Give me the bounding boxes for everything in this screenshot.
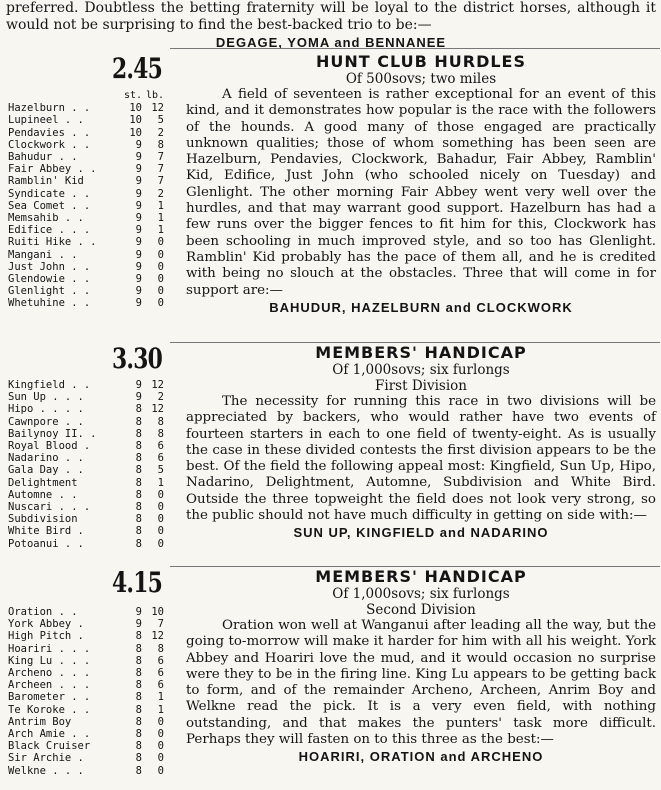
horse-st: 8 — [135, 752, 142, 765]
weight-row — [8, 716, 168, 728]
horse-name: Kingfield . . — [8, 379, 91, 391]
horse-lb: 0 — [157, 513, 164, 526]
horse-lb: 0 — [157, 260, 164, 273]
horse-st: 9 — [135, 199, 142, 212]
weight-row — [8, 691, 168, 703]
horse-name: Subdivision — [8, 513, 78, 526]
horse-lb: 1 — [157, 199, 164, 212]
horse-name: Automne . . — [8, 488, 78, 501]
horse-st: 9 — [135, 212, 142, 225]
horse-lb: 0 — [157, 248, 164, 261]
weight-row — [8, 403, 168, 415]
race-division: First Division — [375, 378, 467, 394]
horse-st: 8 — [135, 728, 142, 741]
horse-st: 8 — [135, 654, 142, 667]
horse-lb: 12 — [151, 102, 164, 115]
horse-st: 9 — [135, 248, 142, 261]
horse-name: Hoariri . . . — [8, 642, 91, 655]
horse-lb: 12 — [151, 630, 164, 643]
horse-lb: 0 — [157, 525, 164, 538]
horse-name: Potoanui . . — [8, 537, 84, 550]
horse-name: Sir Archie . — [8, 752, 84, 765]
weight-row — [8, 464, 168, 476]
race-time: 2.45 — [112, 52, 163, 85]
horse-name: Clockwork . . — [8, 138, 91, 151]
horse-st: 8 — [135, 537, 142, 550]
horse-name: Hazelburn . . — [8, 102, 91, 115]
horse-name: Just John . . — [8, 260, 91, 273]
horse-lb: 8 — [157, 427, 164, 440]
horse-st: 9 — [135, 187, 142, 200]
weights-list — [8, 606, 168, 777]
horse-name: Bailynoy II. . — [8, 427, 97, 440]
horse-lb: 0 — [157, 297, 164, 310]
horse-lb: 10 — [151, 606, 164, 618]
horse-lb: 8 — [157, 642, 164, 655]
weight-row — [8, 200, 168, 212]
weight-row — [8, 297, 168, 309]
horse-lb: 0 — [157, 728, 164, 741]
weight-row — [8, 391, 168, 403]
horse-name: Welkne . . . — [8, 764, 84, 777]
race-title: MEMBERS' HANDICAP — [315, 567, 527, 586]
horse-st: 8 — [135, 525, 142, 538]
horse-name: Syndicate . . — [8, 187, 91, 200]
horse-lb: 7 — [157, 163, 164, 176]
horse-name: Glendowie . . — [8, 273, 91, 286]
horse-name: Lupineel . . — [8, 114, 84, 127]
weight-row — [8, 249, 168, 261]
intro-text: preferred. Doubtless the betting fraternity will be loyal to the district horses, although it would not be surprising to find the best-backed trio to be:— — [6, 0, 656, 33]
weight-row — [8, 643, 168, 655]
weight-row — [8, 679, 168, 691]
horse-name: Nuscari . . . — [8, 501, 91, 514]
weight-row — [8, 175, 168, 187]
horse-st: 8 — [135, 513, 142, 526]
horse-st: 8 — [135, 715, 142, 728]
horse-st: 9 — [135, 606, 142, 618]
weight-row — [8, 428, 168, 440]
horse-lb: 1 — [157, 703, 164, 716]
horse-st: 8 — [135, 764, 142, 777]
weight-row — [8, 606, 168, 618]
horse-name: High Pitch . — [8, 630, 84, 643]
race-division: Second Division — [366, 602, 476, 618]
horse-name: Oration . . — [8, 606, 78, 618]
horse-st: 9 — [135, 379, 142, 391]
horse-st: 10 — [129, 126, 142, 139]
horse-name: Black Cruiser — [8, 740, 91, 753]
horse-st: 8 — [135, 630, 142, 643]
horse-st: 9 — [135, 297, 142, 310]
horse-name: King Lu . . . — [8, 654, 91, 667]
weight-row — [8, 752, 168, 764]
intro-paragraph — [6, 0, 656, 51]
horse-lb: 5 — [157, 114, 164, 127]
horse-lb: 6 — [157, 452, 164, 465]
horse-lb: 1 — [157, 476, 164, 489]
horse-lb: 0 — [157, 501, 164, 514]
race-title: MEMBERS' HANDICAP — [315, 343, 527, 362]
weight-row — [8, 440, 168, 452]
horse-name: Antrim Boy — [8, 715, 72, 728]
intro-pick: DEGAGE, YOMA and BENNANEE — [215, 35, 447, 50]
horse-st: 8 — [135, 488, 142, 501]
horse-lb: 2 — [157, 391, 164, 404]
horse-lb: 0 — [157, 764, 164, 777]
horse-name: Sun Up . . . — [8, 391, 84, 404]
horse-lb: 0 — [157, 752, 164, 765]
weight-row — [8, 127, 168, 139]
horse-name: Delightment — [8, 476, 78, 489]
weight-row — [8, 416, 168, 428]
horse-st: 8 — [135, 703, 142, 716]
horse-lb: 7 — [157, 618, 164, 631]
weight-row — [8, 114, 168, 126]
weight-row — [8, 667, 168, 679]
horse-st: 10 — [129, 102, 142, 115]
horse-lb: 1 — [157, 224, 164, 237]
weight-row — [8, 452, 168, 464]
horse-lb: 0 — [157, 488, 164, 501]
horse-st: 8 — [135, 501, 142, 514]
race-title: HUNT CLUB HURDLES — [315, 52, 526, 71]
race-text — [186, 344, 656, 541]
horse-st: 9 — [135, 236, 142, 249]
horse-lb: 8 — [157, 415, 164, 428]
race-subtitle: Of 1,000sovs; six furlongs — [332, 586, 510, 602]
weight-row — [8, 489, 168, 501]
horse-st: 9 — [135, 175, 142, 188]
weight-row — [8, 285, 168, 297]
horse-lb: 0 — [157, 273, 164, 286]
horse-st: 8 — [135, 427, 142, 440]
horse-name: Pendavies . . — [8, 126, 91, 139]
horse-name: Archeen . . . — [8, 679, 91, 692]
weight-row — [8, 151, 168, 163]
weight-row — [8, 212, 168, 224]
horse-st: 9 — [135, 618, 142, 631]
horse-st: 9 — [135, 260, 142, 273]
race-body: Oration won well at Wanganui after leading all the way, but the going to-morrow will make it harder for him with all his weight. York Abbey and Hoariri love the mud, and it would occasion no surprise were they to be in the firing line. King Lu appears to be getting back to form, and of the remainder Archeno, Archeen, Anrim Boy and Welkne read the pick. It is a very even field, with nothing outstanding, and that makes the punters' task more difficult. Perhaps they will fasten on to this three as the best:— — [186, 618, 656, 748]
horse-lb: 6 — [157, 654, 164, 667]
horse-lb: 0 — [157, 285, 164, 298]
horse-name: Nadarino . . — [8, 452, 84, 465]
horse-st: 9 — [135, 224, 142, 237]
horse-name: Ruiti Hike . . — [8, 236, 97, 249]
weight-row — [8, 379, 168, 391]
weight-row — [8, 765, 168, 777]
horse-st: 8 — [135, 476, 142, 489]
horse-st: 8 — [135, 403, 142, 416]
horse-lb: 8 — [157, 138, 164, 151]
horse-name: Cawnpore . . — [8, 415, 84, 428]
horse-lb: 7 — [157, 175, 164, 188]
race-time: 3.30 — [112, 342, 163, 375]
weights-list — [8, 379, 168, 550]
weight-row — [8, 477, 168, 489]
horse-lb: 0 — [157, 537, 164, 550]
horse-st: 8 — [135, 667, 142, 680]
horse-lb: 0 — [157, 715, 164, 728]
horse-st: 8 — [135, 452, 142, 465]
weight-row — [8, 273, 168, 285]
horse-st: 8 — [135, 415, 142, 428]
horse-name: Sea Comet . . — [8, 199, 91, 212]
race-text — [186, 568, 656, 765]
horse-lb: 1 — [157, 691, 164, 704]
horse-name: Arch Amie . . — [8, 728, 91, 741]
horse-st: 8 — [135, 642, 142, 655]
weight-row — [8, 188, 168, 200]
weight-row — [8, 728, 168, 740]
horse-st: 8 — [135, 691, 142, 704]
weight-row — [8, 261, 168, 273]
weight-row — [8, 618, 168, 630]
weight-row — [8, 102, 168, 114]
horse-name: Whetuhine . . — [8, 297, 91, 310]
weight-row — [8, 655, 168, 667]
horse-lb: 0 — [157, 236, 164, 249]
weight-row — [8, 740, 168, 752]
weights-list — [8, 90, 168, 310]
horse-st: 9 — [135, 163, 142, 176]
horse-st: 9 — [135, 391, 142, 404]
race-pick: HOARIRI, ORATION and ARCHENO — [298, 749, 544, 765]
horse-lb: 12 — [151, 403, 164, 416]
horse-name: Gala Day . . — [8, 464, 84, 477]
horse-lb: 2 — [157, 187, 164, 200]
race-text — [186, 53, 656, 316]
horse-name: York Abbey . — [8, 618, 84, 631]
race-time: 4.15 — [112, 566, 163, 599]
horse-lb: 6 — [157, 440, 164, 453]
weight-row — [8, 513, 168, 525]
horse-lb: 1 — [157, 212, 164, 225]
horse-st: 10 — [129, 114, 142, 127]
horse-st: 8 — [135, 464, 142, 477]
weight-row — [8, 224, 168, 236]
horse-st: 9 — [135, 151, 142, 164]
horse-lb: 12 — [151, 379, 164, 391]
weight-row — [8, 704, 168, 716]
horse-name: Mangani . . — [8, 248, 78, 261]
horse-st: 9 — [135, 138, 142, 151]
weight-row — [8, 501, 168, 513]
horse-name: Ramblin' Kid — [8, 175, 84, 188]
horse-lb: 6 — [157, 667, 164, 680]
race-subtitle: Of 500sovs; two miles — [345, 71, 497, 87]
horse-name: Te Koroke . . — [8, 703, 91, 716]
horse-lb: 0 — [157, 740, 164, 753]
race-pick: BAHUDUR, HAZELBURN and CLOCKWORK — [269, 299, 573, 315]
horse-name: Barometer . . — [8, 691, 91, 704]
horse-name: White Bird . — [8, 525, 84, 538]
weight-row — [8, 538, 168, 550]
horse-name: Bahudur . . — [8, 151, 78, 164]
weight-row — [8, 630, 168, 642]
horse-lb: 6 — [157, 679, 164, 692]
horse-st: 8 — [135, 740, 142, 753]
horse-name: Memsahib . . — [8, 212, 84, 225]
horse-lb: 5 — [157, 464, 164, 477]
horse-lb: 7 — [157, 151, 164, 164]
horse-name: Hipo . . . . — [8, 403, 84, 416]
weights-header: st. lb. — [123, 90, 164, 101]
horse-name: Fair Abbey . . — [8, 163, 97, 176]
horse-name: Glenlight . . — [8, 285, 91, 298]
race-body: The necessity for running this race in two divisions will be appreciated by backers, who would rather have two events of fourteen starters in each to one field of twenty-eight. As is usually the case in these divided contests the first division appears to be the best. Of the field the following appeal most: Kingfield, Sun Up, Hipo, Nadarino, Delightment, Automne, Subdivision and White Bird. Outside the three topweight the field does not look very strong, so the public should not have much difficulty in getting on side with:— — [186, 394, 656, 524]
horse-name: Archeno . . . — [8, 667, 91, 680]
weight-row — [8, 236, 168, 248]
horse-st: 8 — [135, 440, 142, 453]
horse-st: 8 — [135, 679, 142, 692]
race-subtitle: Of 1,000sovs; six furlongs — [332, 362, 510, 378]
horse-lb: 2 — [157, 126, 164, 139]
horse-st: 9 — [135, 285, 142, 298]
horse-st: 9 — [135, 273, 142, 286]
race-body: A field of seventeen is rather exceptional for an event of this kind, and it demonstrates how popular is the race with the followers of the hounds. A good many of those engaged are practically unknown qualities; those of whom something has been seen are Hazelburn, Pendavies, Clockwork, Bahadur, Fair Abbey, Ramblin' Kid, Edifice, Just John (who schooled nicely on Tuesday) and Glenlight. The other morning Fair Abbey went very well over the hurdles, and that may warrant good support. Hazelburn has had a few runs over the bigger fences to fit him for this, Clockwork has been schooling in much improved style, and so too has Glenlight. Ramblin' Kid probably has the pace of them all, and he is credited with being no slouch at the obstacles. Three that will come in for support are:— — [186, 87, 656, 298]
weight-row — [8, 525, 168, 537]
horse-name: Royal Blood . — [8, 440, 91, 453]
race-pick: SUN UP, KINGFIELD and NADARINO — [293, 525, 549, 541]
section-divider — [170, 48, 660, 49]
horse-name: Edifice . . . — [8, 224, 91, 237]
weight-row — [8, 139, 168, 151]
weight-row — [8, 163, 168, 175]
